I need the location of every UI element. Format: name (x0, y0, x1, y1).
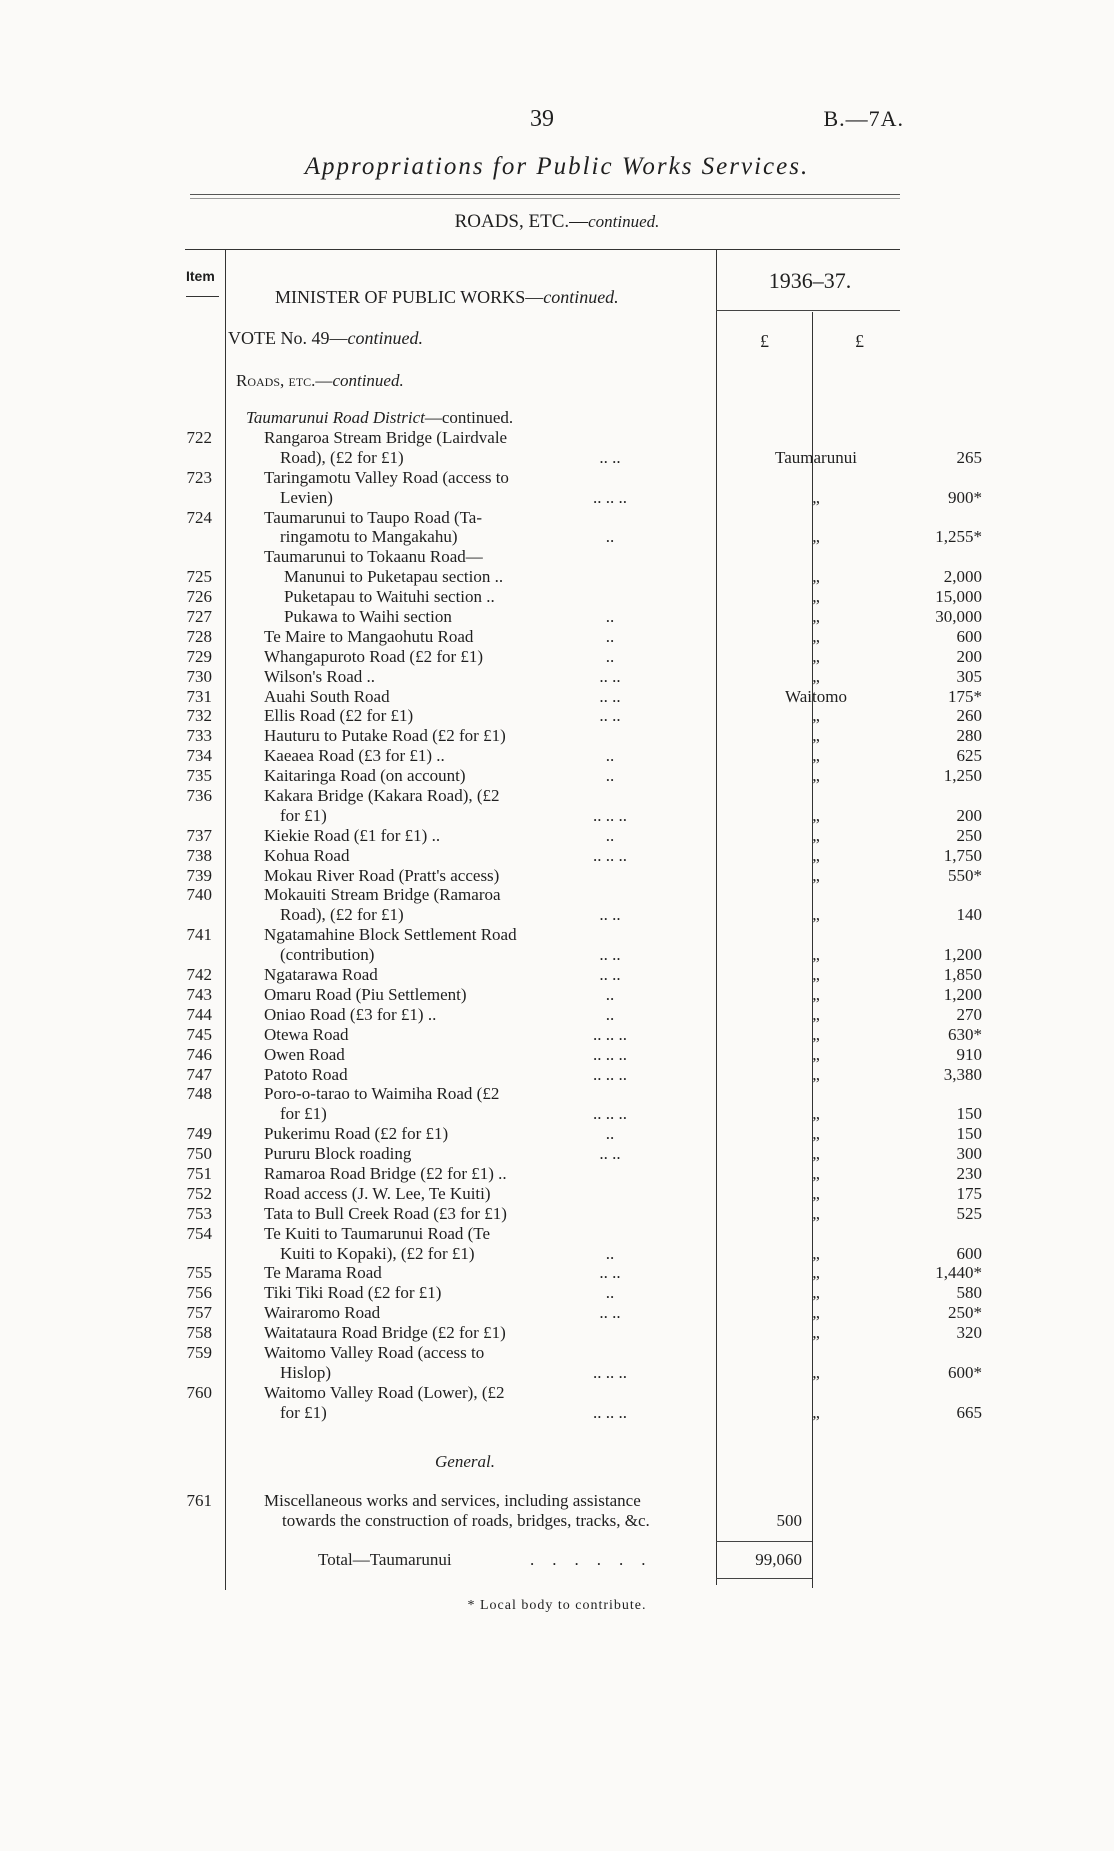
leader-dots: .. (605, 1283, 615, 1303)
district-name: „ (812, 1044, 820, 1064)
table-row (180, 706, 982, 726)
minister-text: MINISTER OF PUBLIC WORKS— (275, 287, 544, 307)
item-amount: 200 (956, 805, 982, 825)
item-description: for £1) (280, 805, 327, 825)
table-row (180, 428, 900, 448)
item-description: Pururu Block roading (264, 1144, 412, 1164)
leader-dots: .. .. .. (593, 1362, 627, 1382)
item-description: Kaitaringa Road (on account) (264, 766, 466, 786)
item-description: Hislop) (280, 1362, 331, 1382)
table-row (180, 1383, 900, 1403)
item-description: (contribution) (280, 945, 375, 965)
roads-heading (236, 371, 404, 391)
item-description: Waitataura Road Bridge (£2 for £1) (264, 1323, 506, 1343)
leader-dots: .. .. .. (593, 1402, 627, 1422)
table-row (180, 766, 982, 786)
table-row (180, 925, 900, 945)
district-name: „ (812, 865, 820, 885)
district-name: „ (812, 567, 820, 587)
item-number: 738 (186, 845, 212, 865)
table-row (180, 905, 982, 925)
item-description: Poro-o-tarao to Waimiha Road (£2 (264, 1084, 500, 1104)
item-amount: 300 (956, 1144, 982, 1164)
district-name: „ (812, 1402, 820, 1422)
item-description: Otewa Road (264, 1024, 349, 1044)
item-description: Pukerimu Road (£2 for £1) (264, 1124, 449, 1144)
leader-dots: .. .. (599, 666, 621, 686)
leader-dots: .. .. .. (593, 1064, 627, 1084)
table-row (180, 1203, 982, 1224)
district-name: „ (812, 1024, 820, 1044)
item-amount: 2,000 (943, 567, 982, 587)
item-amount: 305 (956, 666, 982, 686)
item-number: 747 (186, 1064, 212, 1084)
item-description: Kohua Road (264, 845, 350, 865)
minister-continued: continued. (543, 287, 619, 307)
table-row (180, 646, 982, 667)
district-name: „ (812, 1362, 820, 1382)
leader-dots: .. .. (599, 945, 621, 965)
item-amount: 270 (956, 1004, 982, 1024)
table-row (180, 1183, 982, 1204)
table-row (180, 666, 982, 687)
leader-dots: .. (605, 607, 615, 627)
table-row (180, 1323, 982, 1343)
subheading-text: ROADS, ETC.— (454, 211, 589, 232)
misc-description-line2: towards the construction of roads, bridges, tracks, &c. (282, 1511, 650, 1530)
item-amount: 250 (956, 825, 982, 845)
item-description: Whangapuroto Road (£2 for £1) (264, 646, 484, 666)
district-name: „ (812, 527, 820, 547)
item-description: for £1) (280, 1104, 327, 1124)
table-row (180, 1104, 982, 1124)
table-row (180, 1343, 900, 1363)
total-rule-top (716, 1541, 812, 1542)
year-column-header: 1936–37. (768, 268, 852, 293)
table-row (180, 567, 982, 587)
table-row (180, 1144, 982, 1164)
item-amount: 30,000 (935, 607, 982, 627)
item-column-header: Item (186, 268, 215, 284)
item-description: Patoto Road (264, 1064, 348, 1084)
item-amount: 910 (956, 1044, 982, 1064)
district-name: „ (812, 965, 820, 985)
table-row (180, 1362, 982, 1383)
item-description: Pukawa to Waihi section (284, 607, 452, 627)
item-number: 750 (186, 1144, 212, 1164)
table-row (180, 984, 982, 1005)
district-name: „ (812, 1004, 820, 1024)
leader-dots: .. (605, 984, 615, 1004)
table-row (180, 527, 982, 547)
district-name: „ (812, 1283, 820, 1303)
district-name: „ (812, 746, 820, 766)
item-amount: 200 (956, 646, 982, 666)
item-description: Auahi South Road (264, 686, 390, 706)
item-amount: 580 (956, 1283, 982, 1303)
item-description: Te Marama Road (264, 1263, 382, 1283)
item-number: 742 (186, 965, 212, 985)
item-amount: 260 (956, 706, 982, 726)
table-top-rule (185, 249, 900, 250)
item-description: ringamotu to Mangakahu) (280, 527, 458, 547)
district-name: Waitomo (785, 686, 847, 706)
section-subheading (0, 211, 1114, 233)
district-name: „ (812, 1263, 820, 1283)
leader-dots: .. .. (599, 1144, 621, 1164)
district-name: Taumarunui (775, 447, 857, 467)
item-amount: 1,200 (943, 984, 982, 1004)
item-amount: 630* (948, 1024, 982, 1044)
item-description: for £1) (280, 1402, 327, 1422)
district-name: „ (812, 1183, 820, 1203)
item-amount: 175 (956, 1183, 982, 1203)
general-heading: General. (435, 1452, 495, 1471)
leader-dots: .. .. (599, 1263, 621, 1283)
item-description: Ngatamahine Block Settlement Road (264, 925, 517, 945)
item-amount: 665 (956, 1402, 982, 1422)
leader-dots: .. (605, 1124, 615, 1144)
item-description: Mokau River Road (Pratt's access) (264, 865, 500, 885)
leader-dots: .. .. (599, 965, 621, 985)
district-name: „ (812, 1064, 820, 1084)
heading-rule (190, 194, 900, 195)
misc-description-line1: Miscellaneous works and services, including assistance (264, 1491, 641, 1510)
district-name: „ (812, 487, 820, 507)
district-name: „ (812, 845, 820, 865)
item-number: 757 (186, 1303, 212, 1323)
leader-dots: .. .. (599, 686, 621, 706)
district-continued: —continued. (424, 408, 514, 427)
misc-amount: 500 (776, 1511, 802, 1530)
table-row (180, 1263, 982, 1283)
roads-text: Roads, etc.— (236, 371, 333, 390)
district-name: „ (812, 805, 820, 825)
leader-dots: .. (605, 626, 615, 646)
item-number: 728 (186, 626, 212, 646)
district-name: „ (812, 1203, 820, 1223)
district-name: „ (812, 646, 820, 666)
item-description: Wilson's Road .. (264, 666, 375, 686)
district-name: „ (812, 666, 820, 686)
vote-continued: continued. (347, 328, 423, 348)
vote-text: VOTE No. 49— (228, 328, 348, 348)
year-header-rule (716, 310, 900, 311)
table-row (180, 885, 900, 905)
district-name: „ (812, 905, 820, 925)
table-row (180, 1044, 982, 1065)
item-description: Taringamotu Valley Road (access to (264, 467, 509, 487)
item-header-rule (186, 296, 219, 297)
item-number: 748 (186, 1084, 212, 1104)
leader-dots: .. .. (599, 905, 621, 925)
table-row (180, 468, 900, 488)
item-amount: 320 (956, 1323, 982, 1343)
district-name: „ (812, 1243, 820, 1263)
item-number: 743 (186, 984, 212, 1004)
item-number: 723 (186, 467, 212, 487)
item-number: 746 (186, 1044, 212, 1064)
pound-symbol-2: £ (855, 331, 864, 351)
leader-dots: .. .. .. (593, 1104, 627, 1124)
item-description: Road), (£2 for £1) (280, 447, 404, 467)
item-description: Kakara Bridge (Kakara Road), (£2 (264, 786, 500, 806)
item-description: Manunui to Puketapau section .. (284, 567, 504, 587)
leader-dots: .. (605, 1004, 615, 1024)
table-row (180, 726, 982, 746)
district-name: „ (812, 825, 820, 845)
table-row (180, 1303, 982, 1323)
leader-dots: .. (605, 766, 615, 786)
table-row (180, 1084, 900, 1104)
item-number: 729 (186, 646, 212, 666)
table-row (180, 746, 982, 766)
page-heading: Appropriations for Public Works Services. (304, 153, 810, 180)
item-amount: 600 (956, 1243, 982, 1263)
item-amount: 1,750 (943, 845, 982, 865)
district-name: „ (812, 587, 820, 607)
item-amount: 900* (948, 487, 982, 507)
document-reference: B.—7A. (823, 106, 904, 131)
item-number: 725 (186, 567, 212, 587)
item-description: Mokauiti Stream Bridge (Ramaroa (264, 885, 501, 905)
district-name: „ (812, 626, 820, 646)
vote-heading (228, 328, 423, 349)
item-amount: 1,440* (935, 1263, 982, 1283)
district-name: „ (812, 1144, 820, 1164)
item-number: 754 (186, 1223, 212, 1243)
table-row (180, 945, 982, 965)
item-number: 760 (186, 1382, 212, 1402)
item-description: Waitomo Valley Road (access to (264, 1342, 485, 1362)
item-amount: 1,200 (943, 945, 982, 965)
item-description: Omaru Road (Piu Settlement) (264, 984, 467, 1004)
district-name: Taumarunui Road District (246, 408, 425, 427)
item-description: Kiekie Road (£1 for £1) .. (264, 825, 441, 845)
table-row (180, 1024, 982, 1045)
table-row (180, 607, 982, 627)
table-row (180, 1402, 982, 1423)
item-description: Road), (£2 for £1) (280, 905, 404, 925)
item-number: 736 (186, 786, 212, 806)
item-amount: 265 (956, 447, 982, 467)
item-number: 731 (186, 686, 212, 706)
item-description: Levien) (280, 487, 333, 507)
item-amount: 140 (956, 905, 982, 925)
district-name: „ (812, 766, 820, 786)
item-amount: 525 (956, 1203, 982, 1223)
item-number: 744 (186, 1004, 212, 1024)
item-number: 759 (186, 1342, 212, 1362)
item-description: Waitomo Valley Road (Lower), (£2 (264, 1382, 505, 1402)
item-amount: 600 (956, 626, 982, 646)
item-number: 730 (186, 666, 212, 686)
item-amount: 1,850 (943, 965, 982, 985)
leader-dots: .. (605, 527, 615, 547)
item-amount: 600* (948, 1362, 982, 1382)
item-description: Rangaroa Stream Bridge (Lairdvale (264, 428, 508, 447)
item-amount: 175* (948, 686, 982, 706)
item-number: 755 (186, 1263, 212, 1283)
item-amount: 150 (956, 1124, 982, 1144)
table-row (180, 825, 982, 846)
table-row (180, 1064, 982, 1085)
table-row (180, 1224, 900, 1244)
item-number: 741 (186, 925, 212, 945)
leader-dots: .. .. .. (593, 1044, 627, 1064)
total-leader-dots: ...... (530, 1550, 664, 1569)
district-name: „ (812, 1124, 820, 1144)
leader-dots: .. .. .. (593, 487, 627, 507)
leader-dots: .. (605, 746, 615, 766)
item-description: Kuiti to Kopaki), (£2 for £1) (280, 1243, 475, 1263)
item-description: Oniao Road (£3 for £1) .. (264, 1004, 437, 1024)
item-description: Tata to Bull Creek Road (£3 for £1) (264, 1203, 507, 1223)
table-row (180, 1163, 982, 1184)
district-name: „ (812, 984, 820, 1004)
table-row (180, 1004, 982, 1025)
district-name: „ (812, 1303, 820, 1323)
roads-continued: continued. (332, 371, 404, 390)
item-number: 735 (186, 766, 212, 786)
table-row (180, 965, 982, 985)
table-row (180, 1283, 982, 1303)
leader-dots: .. (605, 1243, 615, 1263)
item-number: 745 (186, 1024, 212, 1044)
item-description: Ellis Road (£2 for £1) (264, 706, 414, 726)
leader-dots: .. .. (599, 1303, 621, 1323)
leader-dots: .. (605, 646, 615, 666)
district-name: „ (812, 1323, 820, 1343)
district-name: „ (812, 1104, 820, 1124)
minister-heading (275, 287, 619, 308)
item-description: Owen Road (264, 1044, 345, 1064)
item-description: Taumarunui to Tokaanu Road— (264, 547, 483, 567)
district-name: „ (812, 1163, 820, 1183)
pound-symbol-1: £ (760, 331, 769, 351)
item-number: 727 (186, 607, 212, 627)
table-row (180, 508, 900, 528)
item-amount: 280 (956, 726, 982, 746)
item-number: 740 (186, 885, 212, 905)
leader-dots: .. .. (599, 447, 621, 467)
item-number: 724 (186, 507, 212, 527)
item-number: 751 (186, 1163, 212, 1183)
item-amount: 15,000 (935, 587, 982, 607)
item-description: Taumarunui to Taupo Road (Ta- (264, 507, 483, 527)
item-number: 726 (186, 587, 212, 607)
item-description: Ramaroa Road Bridge (£2 for £1) .. (264, 1163, 507, 1183)
item-amount: 1,255* (935, 527, 982, 547)
item-number: 753 (186, 1203, 212, 1223)
item-amount: 250* (948, 1303, 982, 1323)
item-number: 758 (186, 1323, 212, 1343)
item-description: Wairaromo Road (264, 1303, 381, 1323)
table-row (180, 686, 982, 707)
table-row (180, 487, 982, 508)
item-number: 749 (186, 1124, 212, 1144)
item-number: 733 (186, 726, 212, 746)
district-name: „ (812, 607, 820, 627)
table-row (180, 845, 982, 866)
item-description: Tiki Tiki Road (£2 for £1) (264, 1283, 442, 1303)
subheading-continued: continued. (588, 212, 660, 231)
item-description: Ngatarawa Road (264, 965, 378, 985)
item-amount: 1,250 (943, 766, 982, 786)
leader-dots: .. .. (599, 706, 621, 726)
item-amount: 230 (956, 1163, 982, 1183)
leader-dots: .. .. .. (593, 1024, 627, 1044)
district-name: „ (812, 726, 820, 746)
district-heading (246, 408, 513, 428)
table-row (180, 547, 900, 567)
table-row (180, 805, 982, 826)
item-description: Puketapau to Waituhi section .. (284, 587, 495, 607)
leader-dots: .. (605, 825, 615, 845)
item-description: Te Maire to Mangaohutu Road (264, 626, 474, 646)
table-row (180, 1124, 982, 1144)
item-number: 756 (186, 1283, 212, 1303)
table-row (180, 447, 982, 468)
item-description: Kaeaea Road (£3 for £1) .. (264, 746, 445, 766)
leader-dots: .. .. .. (593, 845, 627, 865)
table-row (180, 1243, 982, 1264)
district-name: „ (812, 706, 820, 726)
item-number: 737 (186, 825, 212, 845)
heading-rule-secondary (190, 198, 900, 199)
table-row (180, 786, 900, 806)
table-row (180, 865, 982, 886)
item-amount: 3,380 (943, 1064, 982, 1084)
item-number: 734 (186, 746, 212, 766)
item-amount: 550* (948, 865, 982, 885)
item-amount: 150 (956, 1104, 982, 1124)
total-amount: 99,060 (755, 1550, 802, 1569)
misc-item-number: 761 (186, 1491, 212, 1510)
item-number: 722 (186, 428, 212, 447)
total-rule-bottom (716, 1578, 812, 1579)
page-number: 39 (530, 106, 554, 132)
item-description: Hauturu to Putake Road (£2 for £1) (264, 726, 506, 746)
item-number: 739 (186, 865, 212, 885)
item-amount: 625 (956, 746, 982, 766)
item-number: 732 (186, 706, 212, 726)
table-row (180, 626, 982, 647)
item-description: Te Kuiti to Taumarunui Road (Te (264, 1223, 491, 1243)
district-name: „ (812, 945, 820, 965)
leader-dots: .. .. .. (593, 805, 627, 825)
item-number: 752 (186, 1183, 212, 1203)
total-label: Total—Taumarunui (318, 1550, 452, 1569)
item-description: Road access (J. W. Lee, Te Kuiti) (264, 1183, 491, 1203)
table-row (180, 587, 982, 607)
footnote: * Local body to contribute. (467, 1598, 647, 1613)
appropriation-table (180, 428, 982, 1423)
